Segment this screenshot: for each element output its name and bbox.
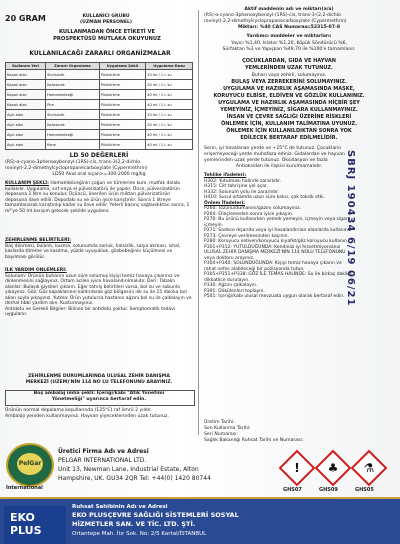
first-aid-title: İLK YARDIM ONLEMLERİ: — [5, 268, 67, 273]
first-aid-text: Solunum: Ürünün buharını uzun süre solumuş kişiyi temiz havaya çıkarınız ve dinlenmesini sağlayınız. Ortam acilen iyice havalandırılmalıdır. Deri: Tabaklı alanlar: Bulaşık giysileri çıkarın. Eğer tahriş belirtileri varsa, bol su ve sabunla yıkayınız. Göz: Göz kapaklarının kaldırılarak göz bölgesini ılık su ile 15 dakika bol akan suyla yıkayınız. Yutma: Ürün yutulursa hastanın ağzını bol su ile çalkalayın ve derhal tıbbi yardım alın. Kusturmayınız. — [5, 273, 192, 306]
precaution-item: P271: Sadece dışarıda veya iyi havalandırılan alanlarda kullanın. — [204, 228, 350, 233]
licensee-title: Ruhsat Sahibinin Adı ve Adresi — [72, 504, 168, 510]
store-line-4: Antioksidan ile ilişkisi kurulmamalıdır. — [235, 164, 323, 169]
table-header: Zararlı Organizma — [46, 63, 100, 70]
table-cell: Kapalı alan — [6, 90, 46, 100]
licensee-name-1: EKO PLUSÇEVRE SAĞLIĞI SİSTEMLERİ SOSYAL — [72, 511, 239, 519]
usage-section — [5, 181, 193, 214]
table-cell: Açık alan — [6, 130, 46, 140]
table-cell: Kapalı alan — [6, 70, 46, 80]
table-cell: Açık alan — [6, 140, 46, 150]
warning-line-11: ÖNLEMEK İÇİN KULLANILDIKTAN SONRA YOK — [226, 128, 352, 134]
precaution-item: P304+P340: SOLUNDUĞUNDA: Kişiyi temiz havaya çıkarın ve rahat nefes alabileceği bir pozisyonda tutun. — [204, 261, 342, 272]
user-group-sub: (UZMAN PERSONEL) — [80, 20, 132, 25]
precaution-item: P260: Tozunu/dumanını/gazını solumayınız. — [204, 206, 301, 211]
poisoning-text: Baş dönmesi, bulantı, kusma, solunumda zorluk, halsizlik, salya akması, ishal, kaslarda titreme ve kasılma, yüzde uyuşukluk, gözbebeğinin küçülmesi ve bayılması görülür. — [5, 243, 181, 260]
lot-number-label: Seri Numarası: — [204, 432, 238, 437]
first-aid-extra: Antidotu ve Gerekli Bilgiler: Bilinen bir antidotu yoktur. Semptomatik tedavi uygulanır. — [5, 306, 176, 317]
table-cell: Püskürtme — [99, 120, 145, 130]
storage-line-1: Ürünün normal depolama koşullarında (125°C) raf ömrü 2 yıldır. — [5, 408, 152, 413]
precaution-item: P501: İçeriği/kabı ulusal mevzuata uygun olarak bertaraf edin. — [204, 294, 345, 299]
table-cell: Açık alan — [6, 110, 46, 120]
table-cell: Püskürtme — [99, 70, 145, 80]
table-cell: Karasinek — [46, 120, 100, 130]
table-header: Kullanım Yeri — [6, 63, 46, 70]
table-row — [6, 120, 193, 130]
hazard-item: H302: Yutulması halinde zararlıdır. — [204, 178, 282, 184]
table-row — [6, 80, 193, 90]
inert-line-2: Sürfaktan %3 ve Yapışkan %49,70 ile %100'e tamamlanır. — [222, 47, 356, 52]
manufacturer-address-1: Unit 13, Newman Lane, Industrial Estate, Alton — [58, 466, 199, 473]
pelgar-logo-text: PelGar — [18, 460, 42, 467]
table-cell: Pire — [46, 100, 100, 110]
table-cell: Hamamböceği — [46, 90, 100, 100]
table-cell: Sivrisinek — [46, 110, 100, 120]
table-cell: Püskürtme — [99, 130, 145, 140]
warning-line-9: İNSAN VE ÇEVRE SAĞLIĞI ÜZERİNE RİSKLERİ — [226, 114, 352, 120]
product-weight: 20 GRAM — [5, 14, 46, 23]
precaution-item: P391: Dökülenleri toplayın. — [204, 288, 265, 294]
warning-line-7: UYGULAMA VE HAZIRLIK AŞAMASINDA HİÇBİR ŞEY — [218, 100, 360, 106]
warning-line-1: ÇOCUKLARDAN, GIDA VE HAYVAN — [242, 58, 336, 64]
warning-line-5: UYGULAMA VE HAZIRLIK AŞAMASINDA MASKE, — [223, 86, 355, 92]
column-divider — [198, 10, 199, 435]
ld50-line-1: (RS)-α-cyano-3phenoxybenzyl-(1RS)-cis, trans-3(2,2-dichlo — [5, 160, 141, 165]
usage-text: Hamamböceğinin çoğun ve tümlerine kum, mutfak dolabı kullanılır. Uygulama, sırt veya el pülverizatörü ile yapılır. Önce, pülverizatörün deposuna 1 litre su konulur. Üçüncü, önerilen ürün miktarı pülverizatörün deposuna ilave edilir. Depodaki su ve ürün iyice karıştırılır. Sonra 1 litreye tamamlanarak karıştırılıp kadar su ilave edilir. Yeterli basınç sağlandıktan sonra, 1 m²'ye 50 ml karışım gelecek şekilde uygulanır. — [5, 181, 190, 214]
ekoplus-logo — [4, 506, 66, 544]
table-header: Uygulama Dozu — [146, 63, 193, 70]
table-row — [6, 140, 193, 150]
dosage-table — [5, 62, 193, 150]
table-cell: 20 ml / 1 L su — [146, 110, 193, 120]
store-line-3: yemlerinden uzak yerde tutunuz. Oksidasyon ve fazla — [204, 158, 328, 163]
inert-line-1: Yayıcı %1,40, Islatıcı %1,20, Köpük Söndürücü %6, — [231, 41, 347, 46]
table-cell: Püskürtme — [99, 90, 145, 100]
table-cell: Karasinek — [46, 80, 100, 90]
manufacturer-name: PELGAR INTERNATIONAL LTD. — [58, 457, 147, 464]
table-cell: Püskürtme — [99, 140, 145, 150]
table-cell: Kapalı alan — [6, 80, 46, 90]
table-cell: Açık alan — [6, 120, 46, 130]
table-row — [6, 110, 193, 120]
active-title: Aktif maddenin adı ve miktarı(a/a) — [244, 7, 334, 12]
warning-line-8: YEMEYİNİZ, İÇMEYİNİZ, SİGARA KULLANMAYINIZ. — [220, 107, 358, 113]
disposal-line-1: Boş ambalaj imha şekli: İçeriği/kabı "Atık Yönetimi — [33, 391, 165, 396]
table-cell: Hamamböceği — [46, 130, 100, 140]
precaution-item: P264: Elleçlemeden sonra iyice yıkayın. — [204, 211, 294, 217]
manufacture-date-label: Üretim Tarihi: — [204, 420, 235, 425]
warning-line-2: YEMLERİNDEN UZAK TUTUNUZ. — [245, 65, 333, 71]
usage-title: KULLANIM ŞEKLİ: — [5, 181, 49, 186]
active-line-2: rovinyl)-2,2-dimethylcyclopropanecarboxylate (Cypermethrin) — [204, 19, 347, 24]
bottom-band-stripe — [0, 497, 400, 499]
ghs05-corrosive-icon: ⚗ — [351, 450, 388, 487]
disposal-line-2: Yönetmeliği" uyarınca bertaraf edin. — [51, 397, 147, 402]
table-cell: 20 ml / 1 L su — [146, 70, 193, 80]
store-line-1: Serin, iyi havalanan yerde ve +25°C de tutunuz. Çocukların — [204, 146, 342, 151]
table-cell: Kapalı alan — [6, 100, 46, 110]
ghs09-environment-icon: ♣ — [315, 450, 352, 487]
ghs-label: GHS07 — [283, 487, 302, 493]
active-line-3: Miktarı: %40 CAS Numarası:52315-07-8 — [237, 25, 341, 30]
table-row — [6, 100, 193, 110]
manufacturer-address-2: Hampshire, UK. GU34 2QR Tel: +44(0) 1420 80744 — [58, 475, 211, 482]
licensee-name-2: HİZMETLER SAN. VE TİC. LTD. ŞTİ. — [72, 520, 196, 528]
precaution-item: P280: Koruyucu eldiven/koruyucu kıyafet/göz koruyucu kullanın. — [204, 239, 349, 244]
table-cell: 40 ml / 1 L su — [146, 100, 193, 110]
table-cell: Püskürtme — [99, 80, 145, 90]
table-header: Uygulama Şekli — [99, 63, 145, 70]
hazard-item: H332: Solunum yolu ile zararlıdır. — [204, 189, 279, 195]
hazard-item: H410: Sucul ortamda uzun süre kalıcı, çok toksik etki. — [204, 195, 325, 200]
table-cell: 40 ml / 1 L su — [146, 140, 193, 150]
emergency-line-1: ZEHİRLENME DURUMLARINDA ULUSAL ZEHİR DANIŞMA — [28, 374, 170, 379]
precaution-item: P273: Çevreye verilmesinden kaçının. — [204, 233, 289, 239]
table-cell: Kene — [46, 140, 100, 150]
table-cell: 40 ml / 1 L su — [146, 90, 193, 100]
precaution-item: P301+P312: YUTULDUĞUNDA: Kendinizi iyi hissetmiyorsanız ULUSAL ZEHİR DANIŞMA MERKEZİ'NİN 114 NOLU TELEFONUNU veya doktoru arayınız. — [204, 244, 346, 261]
first-aid-section — [5, 268, 193, 318]
store-line-2: erişemeyeceği yerde muhafaza ediniz. Gıdalardan ve hayvan — [204, 152, 345, 157]
ld50-line-2: rovinyl)-2,2-dimethylcyclopropanecarboxylate (Cypermethrin) — [5, 166, 148, 171]
table-cell: 20 ml / 1 L su — [146, 80, 193, 90]
hazard-section — [204, 173, 354, 300]
precaution-item: P305+P351+P338: GÖZ İLE TEMAS HALİNDE: Su ile birkaç dakika dikkatlice durulayın. — [204, 272, 352, 283]
ld50-line-3: LD50 Akut oral sıçan>=300-2000 mg/kg — [52, 172, 146, 177]
ld50-title: LD 50 DEĞERLERİ — [69, 152, 129, 159]
table-cell: 40 ml / 1 L su — [146, 130, 193, 140]
poisoning-title: ZEHİRLENME BELİRTİLERİ: — [5, 238, 72, 243]
target-organisms-title: KULLANILACAĞI ZARARLI ORGANİZMALAR — [29, 50, 171, 57]
precaution-item: P330: Ağzını çalkalayın. — [204, 283, 258, 288]
user-group-title: KULLANICI GRUBU — [82, 14, 130, 19]
precaution-title: Önlem İfadeleri: — [204, 200, 245, 206]
warning-line-12: EDİLECEK BERTARAF EDİLMELİDİR. — [240, 135, 338, 141]
ekoplus-logo-line-2: PLUS — [10, 524, 42, 537]
lot-stamp: SBRJ 190434 6/19 06/21 — [345, 150, 356, 307]
license-label: Sağlık Bakanlığı Ruhsat Tarihi ve Numarası: — [204, 438, 304, 443]
active-line-1: (RS)-α-cyano-3phenoxybenzyl-(1RS)-cis, trans-3-(2,2-dichlo — [204, 13, 341, 18]
read-warning-2: PROSPEKTÜSÜ MUTLAKA OKUYUNUZ — [53, 36, 161, 42]
table-row — [6, 70, 193, 80]
table-row — [6, 90, 193, 100]
licensee-address: Ortantepe Mah. İtır Sok. No: 2/5 Kartal/İSTANBUL — [72, 531, 207, 537]
warning-line-10: ÖNLEMEK İÇİN, KULLANIM TALİMATINA UYUNUZ. — [220, 121, 358, 127]
manufacturer-title: Üretici Firma Adı ve Adresi — [58, 448, 149, 455]
poisoning-section — [5, 238, 193, 260]
ekoplus-logo-line-1: EKO — [10, 511, 35, 524]
warning-line-3: Buharı vaya zehirli, solumayınız. — [251, 73, 327, 78]
table-cell: Püskürtme — [99, 100, 145, 110]
inert-title: Yardımcı maddeler ve miktarları: — [246, 34, 332, 39]
hazard-item: H315: Cilt tahrişine yol açar. — [204, 184, 268, 189]
hazard-title: Tehlike ifadeleri: — [204, 173, 247, 178]
table-cell: Püskürtme — [99, 110, 145, 120]
precaution-item: P270: Bu ürünü kullanırken yemek yemeyin, içmeyin veya sigara içmeyin. — [204, 217, 351, 228]
storage-line-2: Ambalajı yeniden kullanmayınız. Hayvan yiyeceklerinden uzak tutunuz. — [5, 414, 169, 419]
ghs-label: GHS05 — [355, 487, 374, 493]
table-cell: 20 ml / 1 L su — [146, 120, 193, 130]
emergency-line-2: MERKEZİ (UZEM)'NİN 114 NO LU TELEFONUNU ARAYINIZ. — [25, 380, 173, 385]
pelgar-logo — [6, 443, 54, 487]
ghs07-exclamation-icon: ! — [279, 450, 316, 487]
ghs-label: GHS09 — [319, 487, 338, 493]
table-row — [6, 130, 193, 140]
table-cell: Sivrisinek — [46, 70, 100, 80]
read-warning-1: KULLANMADAN ÖNCE ETİKETİ VE — [58, 29, 156, 35]
warning-line-6: KORUYUCU ELBİSE, ELDİVEN VE GÖZLÜK KULLANINIZ. — [213, 93, 365, 99]
expiry-date-label: Son Kullanma Tarihi: — [204, 426, 251, 431]
warning-line-4: BULAŞ VEYA ZERREKERİNİ SOLUMAYINIZ. — [231, 79, 347, 85]
pelgar-logo-sub: International — [6, 485, 43, 491]
